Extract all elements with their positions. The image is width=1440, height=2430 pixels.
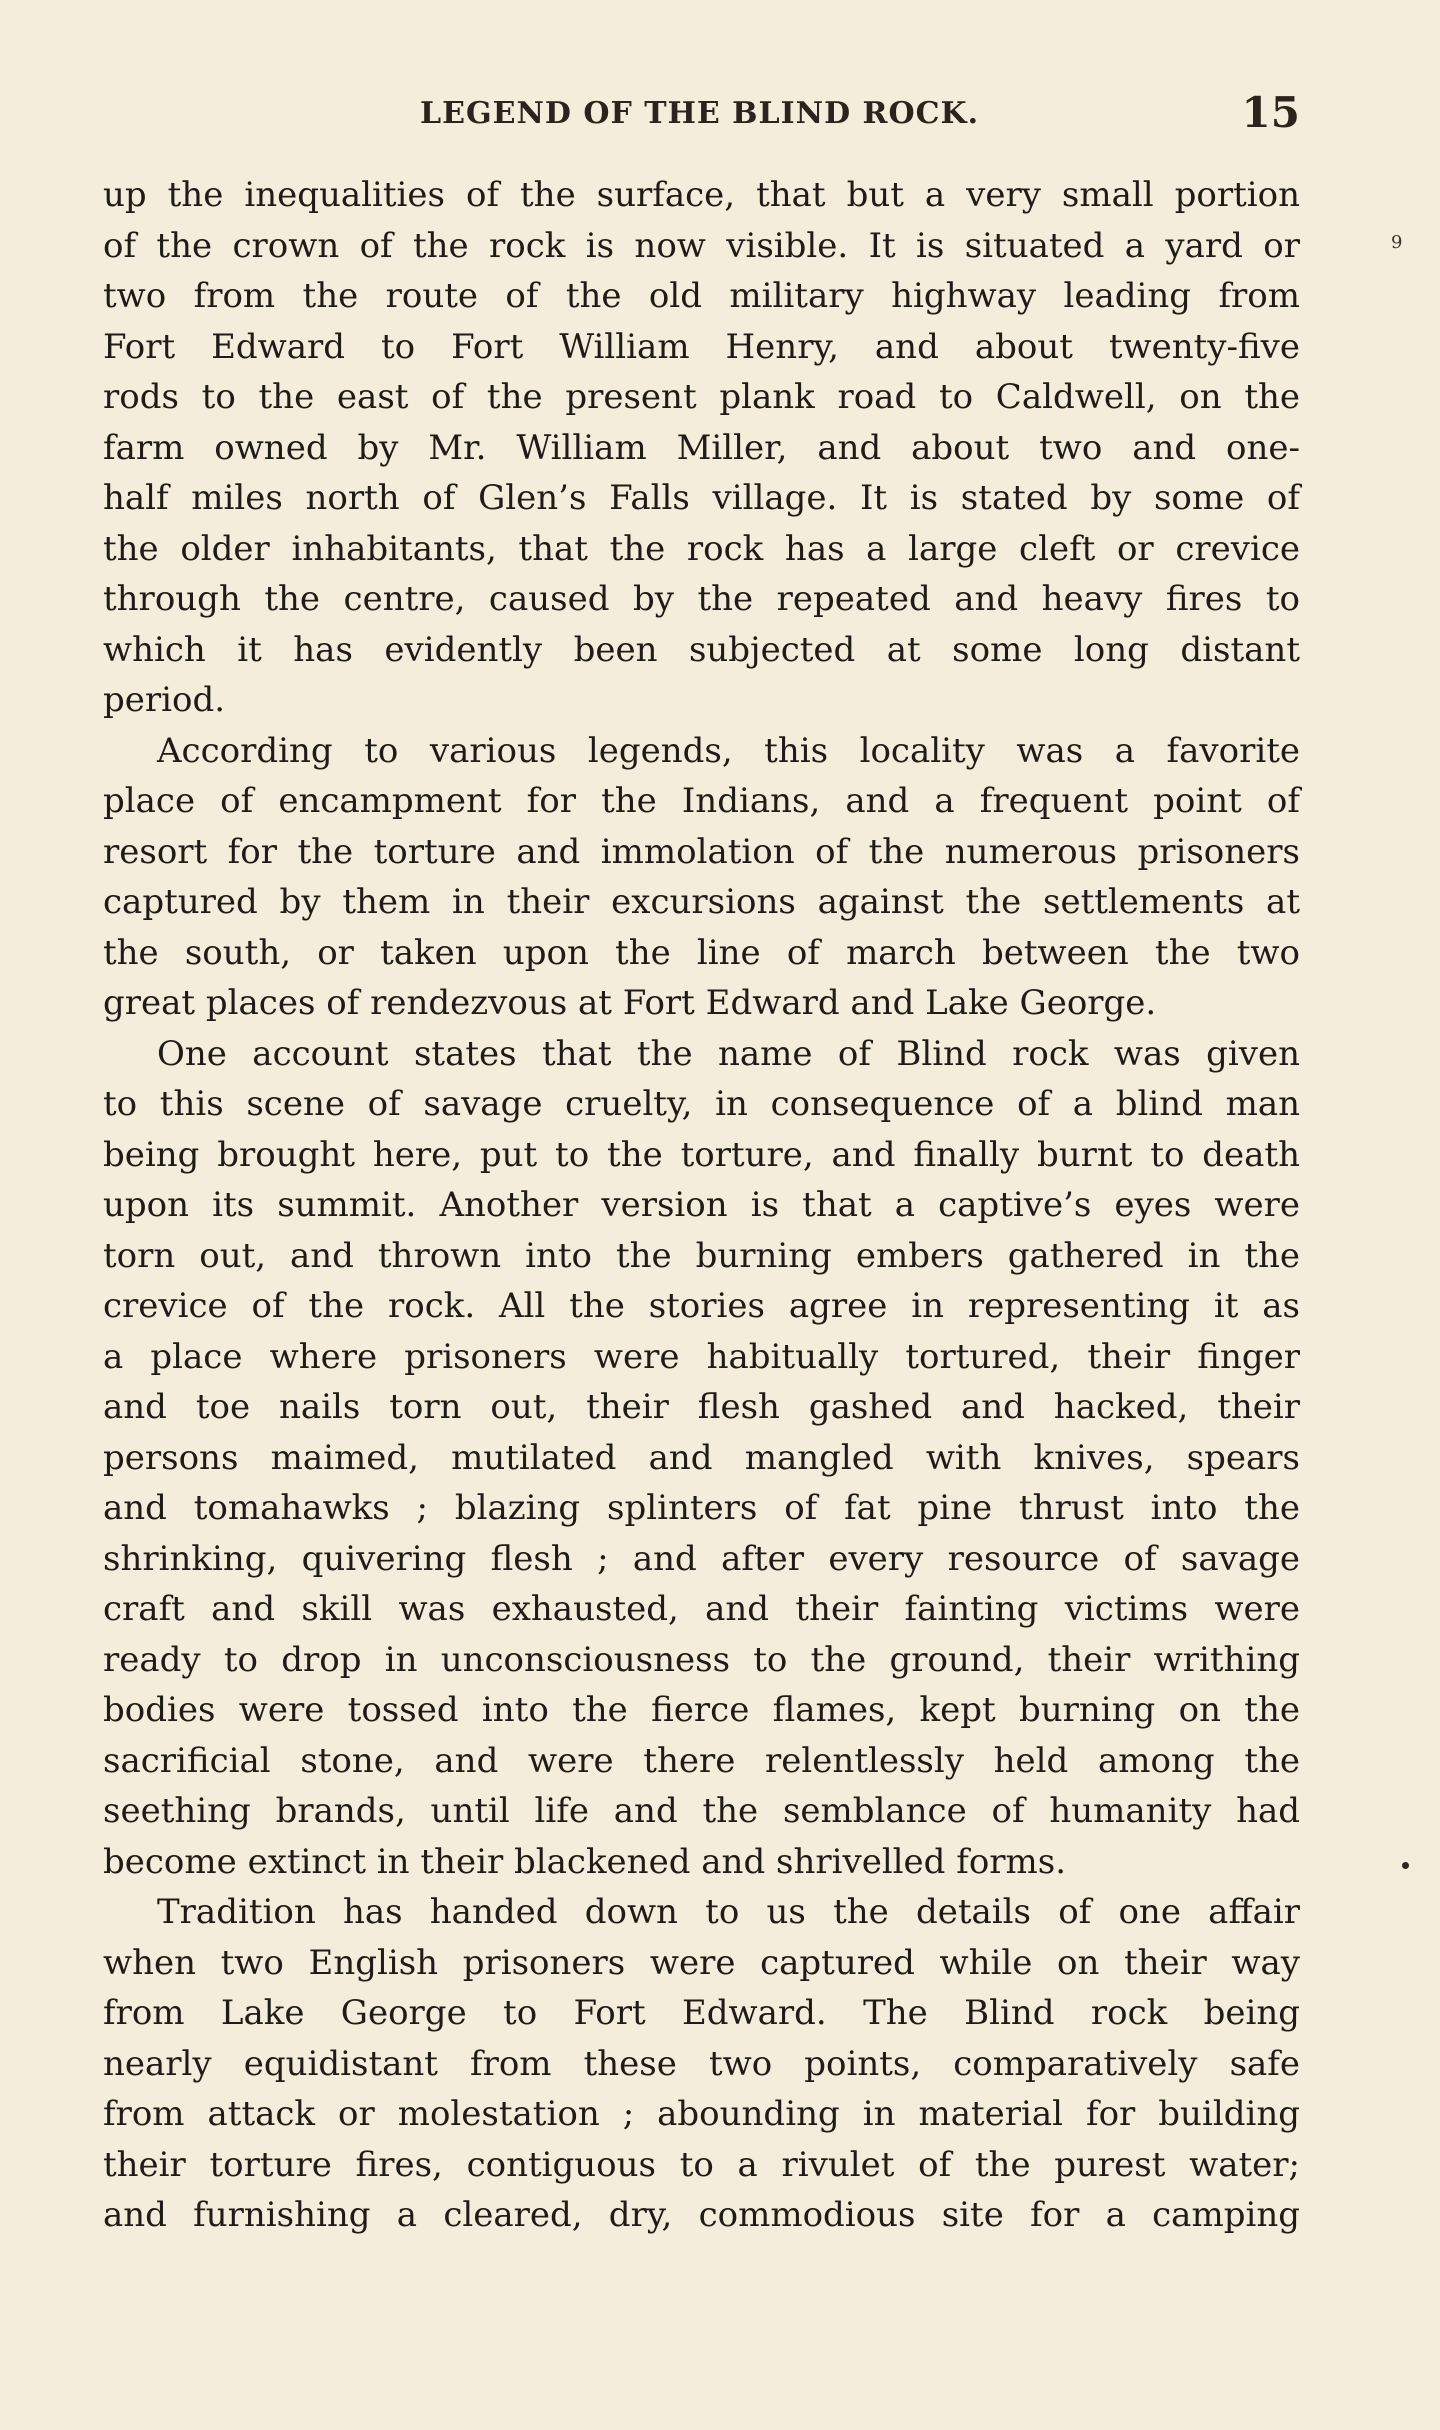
- text-line: the south, or taken upon the line of march between the two: [103, 932, 1300, 973]
- text-line: and toe nails torn out, their flesh gashed and hacked, their: [103, 1387, 1300, 1427]
- text-line: resort for the torture and immolation of the numerous prisoners: [103, 831, 1300, 872]
- text-line: One account states that the name of Blind rock was given: [157, 1033, 1300, 1074]
- text-line: which it has evidently been subjected at some long distant: [103, 629, 1300, 670]
- text-line: crevice of the rock. All the stories agree in representing it as: [103, 1286, 1300, 1326]
- text-line: up the inequalities of the surface, that but a very small portion: [103, 175, 1300, 215]
- text-line: bodies were tossed into the fierce flames, kept burning on the: [103, 1690, 1300, 1730]
- text-line: half miles north of Glen’s Falls village. It is stated by some of: [103, 478, 1300, 518]
- text-line: torn out, and thrown into the burning embers gathered in the: [103, 1235, 1300, 1276]
- text-line: their torture fires, contiguous to a rivulet of the purest water;: [103, 2144, 1300, 2185]
- text-line: through the centre, caused by the repeated and heavy fires to: [103, 579, 1300, 619]
- text-line: craft and skill was exhausted, and their fainting victims were: [103, 1589, 1300, 1629]
- text-line: and tomahawks ; blazing splinters of fat pine thrust into the: [103, 1488, 1300, 1528]
- body-text: [103, 170, 1300, 2241]
- text-line: the older inhabitants, that the rock has a large cleft or crevice: [103, 528, 1300, 569]
- page-number: 15: [1241, 88, 1300, 137]
- text-line: and furnishing a cleared, dry, commodious site for a camping: [103, 2195, 1300, 2235]
- text-line: great places of rendezvous at Fort Edward and Lake George.: [103, 983, 1157, 1023]
- text-line: being brought here, put to the torture, and finally burnt to death: [103, 1134, 1300, 1175]
- text-line: two from the route of the old military highway leading from: [103, 276, 1300, 316]
- text-line: from Lake George to Fort Edward. The Blind rock being: [103, 1993, 1300, 2033]
- running-title: LEGEND OF THE BLIND ROCK.: [420, 96, 980, 131]
- text-line: persons maimed, mutilated and mangled with knives, spears: [103, 1437, 1300, 1478]
- text-line: of the crown of the rock is now visible. It is situated a yard or: [103, 225, 1300, 266]
- text-line: nearly equidistant from these two points, comparatively safe: [103, 2043, 1300, 2084]
- text-line: farm owned by Mr. William Miller, and about two and one-: [103, 427, 1300, 468]
- text-line: shrinking, quivering flesh ; and after every resource of savage: [103, 1538, 1300, 1579]
- text-line: ready to drop in unconsciousness to the ground, their writhing: [103, 1639, 1300, 1680]
- text-line: Fort Edward to Fort William Henry, and about twenty-five: [103, 326, 1300, 367]
- text-line: when two English prisoners were captured while on their way: [103, 1942, 1300, 1983]
- text-line: Tradition has handed down to us the details of one affair: [157, 1892, 1300, 1932]
- text-line: become extinct in their blackened and shrivelled forms.: [103, 1841, 1067, 1882]
- text-line: a place where prisoners were habitually tortured, their finger: [103, 1336, 1300, 1377]
- text-line: period.: [103, 680, 226, 720]
- margin-mark: 9: [1391, 232, 1403, 253]
- text-line: seething brands, until life and the semblance of humanity had: [103, 1791, 1300, 1831]
- page-header: [420, 90, 1300, 150]
- text-line: to this scene of savage cruelty, in consequence of a blind man: [103, 1084, 1300, 1124]
- text-line: According to various legends, this locality was a favorite: [157, 730, 1300, 771]
- text-line: place of encampment for the Indians, and a frequent point of: [103, 781, 1300, 821]
- margin-dot: [1402, 1862, 1409, 1869]
- text-line: upon its summit. Another version is that a captive’s eyes were: [103, 1185, 1300, 1225]
- text-line: sacrificial stone, and were there relentlessly held among the: [103, 1740, 1300, 1781]
- text-line: captured by them in their excursions against the settlements at: [103, 882, 1300, 922]
- text-line: from attack or molestation ; abounding in material for building: [103, 2094, 1300, 2134]
- text-line: rods to the east of the present plank road to Caldwell, on the: [103, 377, 1300, 417]
